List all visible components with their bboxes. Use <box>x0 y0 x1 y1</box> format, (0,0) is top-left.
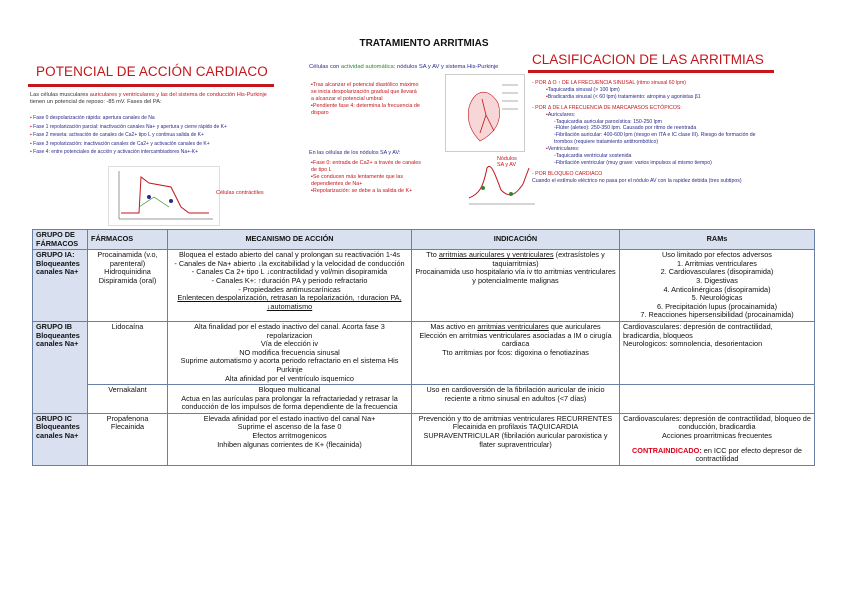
action-potential-diagram <box>108 166 220 226</box>
rams-cell: Cardiovasculares: depresión de contractilidad, bloqueo de conducción, bradicardia Acciones proarritmicas frecuentes CONTRAINDICADO: en ICC por efecto depresor de contractilidad <box>620 413 815 465</box>
section-heading: - POR Δ DE LA FRECUENCIA DE MARCAPASOS ECTÓPICOS: <box>532 104 682 111</box>
list-item: ▪ Se conducen más lentamente que las dependientes de Na+ <box>311 174 421 188</box>
mechanism-cell: Bloqueo multicanal Actua en las aurículas para prolongar la refractariedad y retrasar la conducción de los impulsos de forma dependiente de la frecuencia <box>168 385 412 414</box>
nodulos-subheading: En las células de los nódulos SA y AV: <box>309 150 401 156</box>
panel-automatismo-heading: Células con actividad automática: nódulos SA y AV y sistema His-Purkinje <box>309 64 499 70</box>
fase-item: ▪ Fase 4: entre potenciales de acción y activación intercambiadores Na+-K+ <box>30 148 274 157</box>
fases-list <box>30 114 274 157</box>
tratamiento-table <box>32 229 815 466</box>
list-item: ◦ Taquicardia ventricular sostenida <box>532 153 774 160</box>
list-item: ▪ Bradicardia sinusal (< 60 lpm) tratamiento: atropina y agonistas β1 <box>532 94 774 101</box>
list-item: ▪ Auriculares: <box>532 112 774 119</box>
group-cell: GRUPO IA: Bloqueantes canales Na+ <box>33 250 88 322</box>
list-item: ◦ Flúter (aleteo): 250-350 lpm. Causado por ritmo de reentrada <box>532 125 774 132</box>
rams-cell: Cardiovasculares: depresión de contractilidad, bradicardia, bloqueos Neurologicos: somnolencia, desorientacion <box>620 321 815 384</box>
drugs-cell: Vernakalant <box>88 385 168 414</box>
table-row <box>33 413 815 465</box>
panel-actividad-automatica <box>305 60 525 225</box>
group-cell: GRUPO IB Bloqueantes canales Na+ <box>33 321 88 413</box>
heart-conduction-diagram <box>445 74 525 152</box>
clasificacion-body <box>532 80 774 185</box>
column-header: FÁRMACOS <box>88 230 168 250</box>
list-item: ▪ Ventriculares: <box>532 146 774 153</box>
automatismo-list <box>311 82 421 117</box>
table-header-row <box>33 230 815 250</box>
list-item: ▪ Taquicardia sinusal (> 100 lpm) <box>532 87 774 94</box>
list-item: Cuando el estímulo eléctrico no pasa por el nódulo AV con la rapidez debida (tres subtipos) <box>532 177 742 184</box>
section-heading: - POR BLOQUEO CARDIACO <box>532 170 603 177</box>
panel-potencial-title: POTENCIAL DE ACCIÓN CARDIACO <box>36 64 268 79</box>
figure-label: Nódulos SA y AV <box>497 156 517 168</box>
panel-potencial-accion <box>28 58 274 223</box>
panel-potencial-intro: Las células musculares auriculares y ventriculares y las del sistema de conducción His-Purkinje tienen un potencial de reposo: -85 mV. Fases del PA: <box>30 92 267 106</box>
mechanism-cell: Alta finalidad por el estado inactivo del canal. Acorta fase 3 repolarizacion Vía de elección iv NO modifica frecuencia sinusal Suprime automatismo y acorta periodo refractario en el sistema His Purkinje Alta afinidad por el ventrículo isquemico <box>168 321 412 384</box>
table-row <box>33 321 815 384</box>
column-header: MECANISMO DE ACCIÓN <box>168 230 412 250</box>
list-item: ◦ Taquicardia auricular paroxística: 150-250 lpm <box>532 119 774 126</box>
drugs-cell: Lidocaína <box>88 321 168 384</box>
section-heading: - POR Δ O ↑ DE LA FRECUENCIA SINUSAL (ritmo sinusal 60 lpm) <box>532 80 687 86</box>
rams-cell: Uso limitado por efectos adversos 1. Arritmias ventriculares 2. Cardiovasculares (disopiramida) 3. Digestivas 4. Anticolinérgicas (disopiramida) 5. Neurológicas 6. Precipitación lupus (procainamida) 7. Reacciones hipersensibilidad (procainamida) <box>620 250 815 322</box>
list-item: ◦ Fibrilación auricular: 400-600 lpm (riesgo en ITA e IC clase III). Riesgo de formación de trombos (requiere tratamiento antitrombótico) <box>532 132 774 146</box>
list-item: ◦ Fibrilación ventricular (muy grave: varios impulsos al mismo tiempo) <box>532 160 774 167</box>
mechanism-cell: Bloquea el estado abierto del canal y prolongan su reactivación 1-4s - Canales de Na+ abierto ↓la excitabilidad y la velocidad de conducción - Canales Ca 2+ tipo L ↓contractilidad y vol/min disopiramida - Canales K+: ↑duración PA y periodo refractario - Propiedades antimuscarínicas Enlentecen despolarización, retrasan la repolarización, ↑duracion PA, ↓automatismo <box>168 250 412 322</box>
panel-clasificacion-arritmias <box>528 48 774 220</box>
rams-cell <box>620 385 815 414</box>
indication-cell: Uso en cardioversión de la fibrilación auricular de inicio reciente a ritmo sinusal en adultos (<7 días) <box>412 385 620 414</box>
contraindicado-label: CONTRAINDICADO: <box>632 445 702 455</box>
mechanism-cell: Elevada afinidad por el estado inactivo del canal Na+ Suprime el ascenso de la fase 0 Efectos arritmogenicos Inhiben algunas corrientes de K+ (flecainida) <box>168 413 412 465</box>
title-underline <box>28 84 274 87</box>
nodulos-list <box>311 160 421 195</box>
fase-item: ▪ Fase 1 repolarización parcial: inactivación canales Na+ y apertura y cierre rápido de K+ <box>30 123 274 132</box>
column-header: INDICACIÓN <box>412 230 620 250</box>
fase-item: ▪ Fase 2 meseta: activación de canales de Ca2+ tipo L y continua salida de K+ <box>30 131 274 140</box>
list-item: ▪ Fase 0: entrada de Ca2+ a través de canales de tipo L <box>311 160 421 174</box>
drugs-cell: Propafenona Flecainida <box>88 413 168 465</box>
figure-caption: Células contráctiles <box>216 190 264 196</box>
fase-item: ▪ Fase 0 despolarización rápida: apertura canales de Na <box>30 114 274 123</box>
document-title: TRATAMIENTO ARRITMIAS <box>359 38 489 49</box>
table-row <box>33 250 815 322</box>
column-header: RAMs <box>620 230 815 250</box>
indication-cell: Prevención y tto de arritmias ventriculares RECURRENTES Flecainida en profilaxis TAQUICARDIA SUPRAVENTRICULAR (fibrilación auricular paroxistica y flater supraventricular) <box>412 413 620 465</box>
group-cell: GRUPO IC Bloqueantes canales Na+ <box>33 413 88 465</box>
list-item: ▪ Repolarización: se debe a la salida de K+ <box>311 188 421 195</box>
drugs-cell: Procainamida (v.o, parenteral) Hidroquinidina Dispiramida (oral) <box>88 250 168 322</box>
indication-cell: Mas activo en arritmias ventriculares que auriculares Elección en arritmias ventriculares asociadas a IM o cirugía cardiaca Tto arritmias por fcos: digoxina o fenotiazinas <box>412 321 620 384</box>
fase-item: ▪ Fase 3 repolarización: inactivación canales de Ca2+ y activación canales de K+ <box>30 140 274 149</box>
list-item: ▪ Tras alcanzar el potencial diastólico máximo se inicia despolarización gradual que llevará a alcanzar el potencial umbral <box>311 82 421 103</box>
list-item: ▪ Pendiente fase 4: determina la frecuencia de disparo <box>311 103 421 117</box>
panel-clasificacion-title: CLASIFICACION DE LAS ARRITMIAS <box>532 52 764 67</box>
column-header: GRUPO DE FÁRMACOS <box>33 230 88 250</box>
indication-cell: Tto arritmias auriculares y ventriculares (extrasístoles y taquiarritmias) Procainamida uso hospitalario vía iv tto arritmias ventriculares y potencialmente malignas <box>412 250 620 322</box>
title-underline <box>528 70 774 73</box>
table-row <box>33 385 815 414</box>
